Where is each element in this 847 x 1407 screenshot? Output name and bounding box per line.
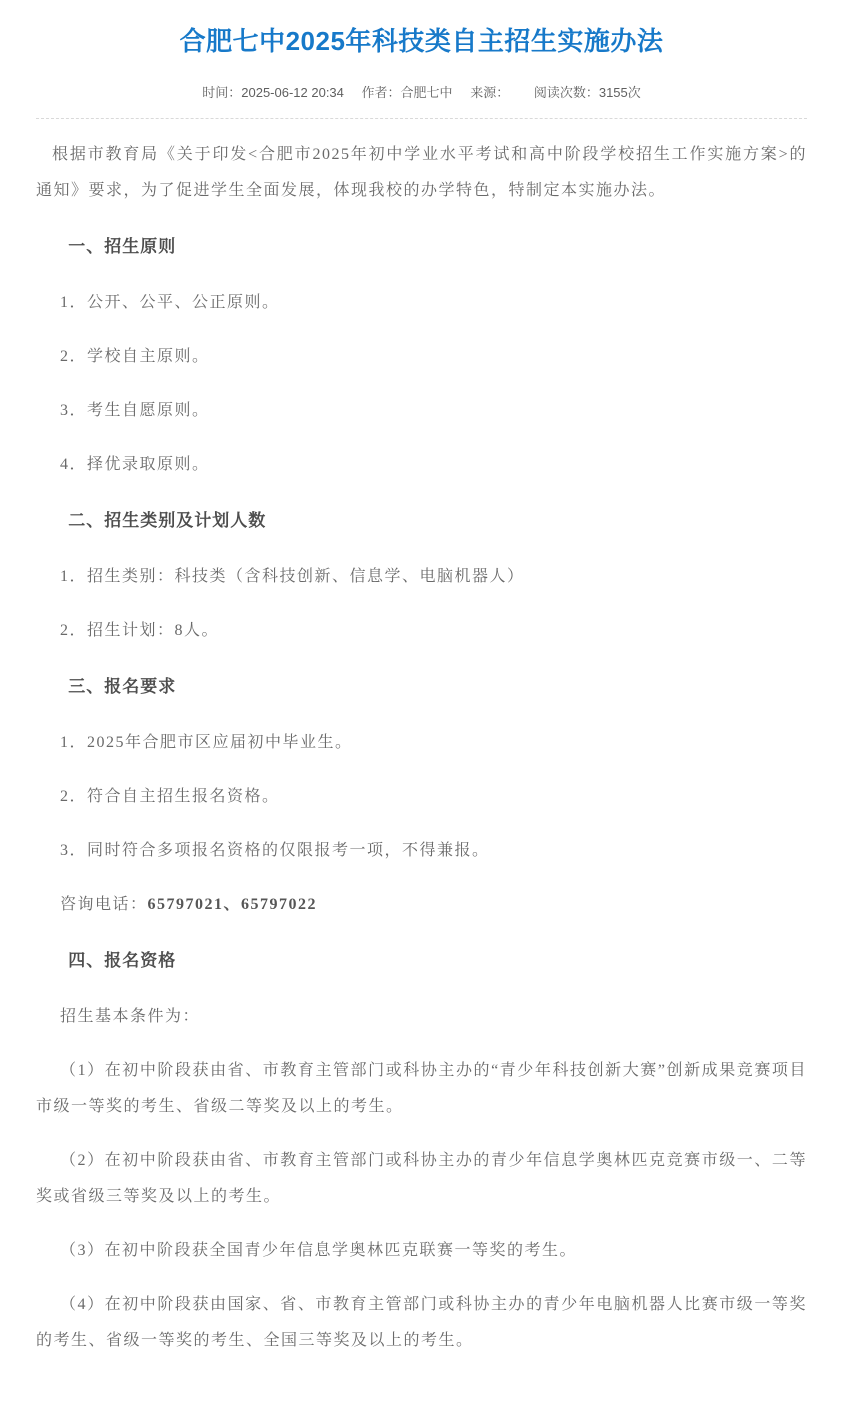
list-item: 1．2025年合肥市区应届初中毕业生。 xyxy=(60,734,353,751)
list-item: 3．考生自愿原则。 xyxy=(60,402,210,419)
eligibility-paragraph: （1）在初中阶段获由省、市教育主管部门或科协主办的“青少年科技创新大赛”创新成果竞赛项目市级一等奖的考生、省级二等奖及以上的考生。 xyxy=(36,1062,807,1115)
intro-paragraph: 根据市教育局《关于印发<合肥市2025年初中学业水平考试和高中阶段学校招生工作实施方案>的通知》要求，为了促进学生全面发展，体现我校的办学特色，特制定本实施办法。 xyxy=(36,146,807,199)
eligibility-paragraph: （3）在初中阶段获全国青少年信息学奥林匹克联赛一等奖的考生。 xyxy=(60,1242,578,1259)
list-item: 2．学校自主原则。 xyxy=(60,348,210,365)
article-meta xyxy=(36,84,807,102)
meta-author-value: 合肥七中 xyxy=(400,85,453,100)
phone-numbers: 65797021、65797022 xyxy=(147,896,318,913)
list-item: 4．择优录取原则。 xyxy=(60,456,210,473)
meta-time xyxy=(202,85,344,100)
divider xyxy=(36,118,807,119)
meta-author-label: 作者： xyxy=(361,85,401,100)
meta-source-label: 来源： xyxy=(470,85,510,100)
page-title: 合肥七中2025年科技类自主招生实施办法 xyxy=(179,26,664,56)
meta-views xyxy=(534,85,641,100)
meta-views-label: 阅读次数： xyxy=(533,85,599,100)
article-content xyxy=(36,137,807,1359)
list-item: 2．招生计划：8人。 xyxy=(60,622,220,639)
list-item: 3．同时符合多项报名资格的仅限报考一项，不得兼报。 xyxy=(60,842,490,859)
section-heading-1: 一、招生原则 xyxy=(68,237,177,256)
section-heading-2: 二、招生类别及计划人数 xyxy=(68,511,267,530)
meta-time-label: 时间： xyxy=(202,85,242,100)
meta-time-value: 2025-06-12 20:34 xyxy=(241,85,344,100)
phone-line xyxy=(36,887,807,923)
section-heading-4: 四、报名资格 xyxy=(68,951,177,970)
meta-views-value: 3155次 xyxy=(598,85,641,100)
meta-source xyxy=(470,85,509,100)
eligibility-paragraph: （2）在初中阶段获由省、市教育主管部门或科协主办的青少年信息学奥林匹克竞赛市级一、二等奖或省级三等奖及以上的考生。 xyxy=(36,1152,807,1205)
section-heading-3: 三、报名要求 xyxy=(68,677,177,696)
lead-paragraph: 招生基本条件为： xyxy=(60,1008,201,1025)
list-item: 1．招生类别：科技类（含科技创新、信息学、电脑机器人） xyxy=(60,568,525,585)
eligibility-paragraph: （4）在初中阶段获由国家、省、市教育主管部门或科协主办的青少年电脑机器人比赛市级一等奖的考生、省级一等奖的考生、全国三等奖及以上的考生。 xyxy=(36,1296,807,1349)
list-item: 2．符合自主招生报名资格。 xyxy=(60,788,280,805)
phone-label: 咨询电话： xyxy=(60,896,148,913)
meta-author xyxy=(362,85,453,100)
list-item: 1．公开、公平、公正原则。 xyxy=(60,294,280,311)
